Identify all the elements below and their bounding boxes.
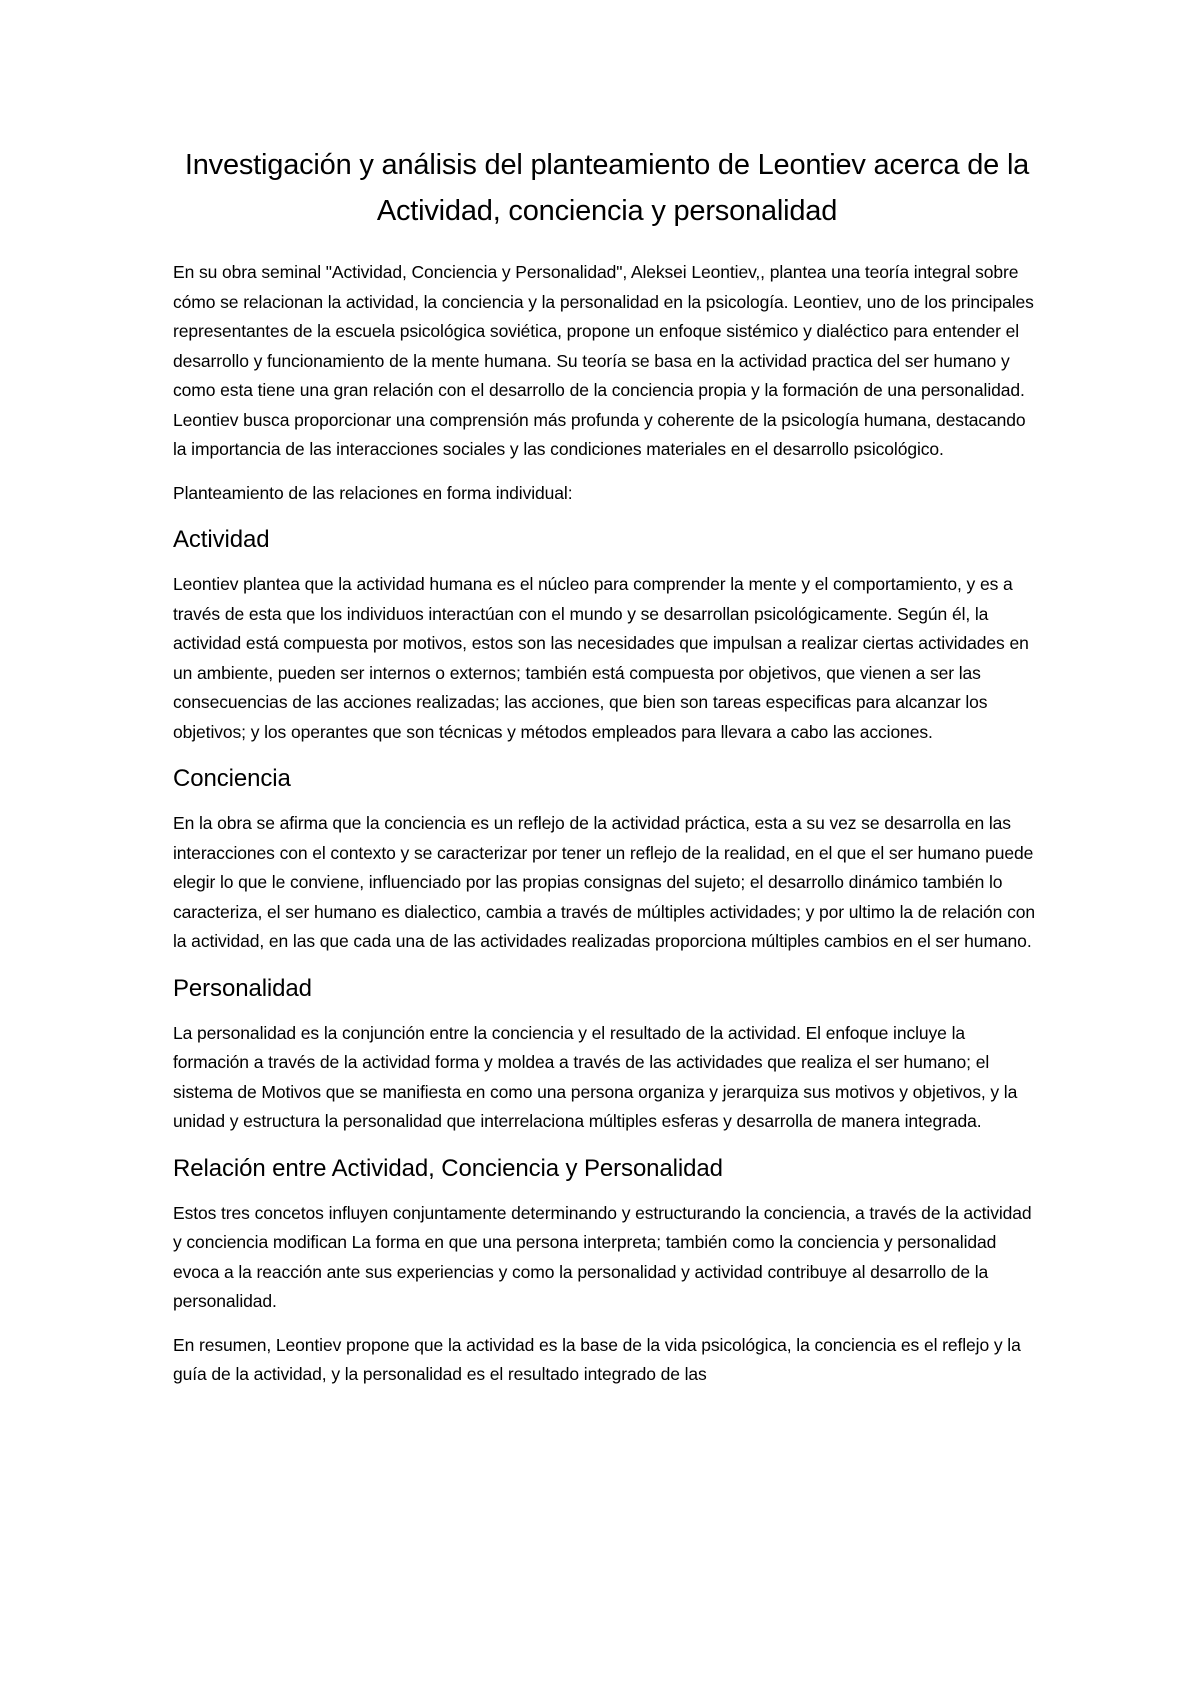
section-heading-conciencia: Conciencia	[173, 765, 291, 792]
section-paragraph-conciencia: En la obra se afirma que la conciencia es un reflejo de la actividad práctica, esta a su vez se desarrolla en las interacciones con el contexto y se caracterizar por tener un reflejo de la realidad, en el que el ser humano puede elegir lo que le conviene, influenciado por las propias consignas del sujeto; el desarrollo dinámico también lo caracteriza, el ser humano es dialectico, cambia a través de múltiples actividades; y por ultimo la de relación con la actividad, en las que cada una de las actividades realizadas proporciona múltiples cambios en el ser humano.	[173, 813, 1035, 951]
section-heading-actividad: Actividad	[173, 526, 270, 553]
section-paragraph-relacion: Estos tres concetos influyen conjuntamente determinando y estructurando la conciencia, a través de la actividad y conciencia modifican La forma en que una persona interpreta; también como la conciencia y personalidad evoca a la reacción ante sus experiencias y como la personalidad y actividad contribuye al desarrollo de la personalidad.	[173, 1202, 1032, 1311]
intro-paragraph: En su obra seminal "Actividad, Conciencia y Personalidad", Aleksei Leontiev,, plantea una teoría integral sobre cómo se relacionan la actividad, la conciencia y la personalidad en la psicología. Leontiev, uno de los principales representantes de la escuela psicológica soviética, propone un enfoque sistémico y dialéctico para entender el desarrollo y funcionamiento de la mente humana. Su teoría se basa en la actividad practica del ser humano y como esta tiene una gran relación con el desarrollo de la conciencia propia y la formación de una personalidad. Leontiev busca proporcionar una comprensión más profunda y coherente de la psicología humana, destacando la importancia de las interacciones sociales y las condiciones materiales en el desarrollo psicológico.	[173, 262, 1034, 459]
section-paragraph-actividad: Leontiev plantea que la actividad humana es el núcleo para comprender la mente y el comportamiento, y es a través de esta que los individuos interactúan con el mundo y se desarrollan psicológicamente. Según él, la actividad está compuesta por motivos, estos son las necesidades que impulsan a realizar ciertas actividades en un ambiente, pueden ser internos o externos; también está compuesta por objetivos, que vienen a ser las consecuencias de las acciones realizadas; las acciones, que bien son tareas especificas para alcanzar los objetivos; y los operantes que son técnicas y métodos empleados para llevara a cabo las acciones.	[173, 574, 1029, 742]
section-heading-personalidad: Personalidad	[173, 974, 312, 1002]
summary-paragraph: En resumen, Leontiev propone que la actividad es la base de la vida psicológica, la conciencia es el reflejo y la guía de la actividad, y la personalidad es el resultado integrado de las	[173, 1334, 1021, 1384]
lead-paragraph: Planteamiento de las relaciones en forma individual:	[173, 482, 573, 503]
document-body	[173, 142, 1041, 1404]
section-heading-relacion: Relación entre Actividad, Conciencia y Personalidad	[173, 1154, 723, 1182]
section-paragraph-personalidad: La personalidad es la conjunción entre la conciencia y el resultado de la actividad. El enfoque incluye la formación a través de la actividad forma y moldea a través de las actividades que realiza el ser humano; el sistema de Motivos que se manifiesta en como una persona organiza y jerarquiza sus motivos y objetivos, y la unidad y estructura la personalidad que interrelaciona múltiples esferas y desarrolla de manera integrada.	[173, 1022, 1018, 1131]
document-title: Investigación y análisis del planteamiento de Leontiev acerca de la Actividad, conciencia y personalidad	[184, 149, 1030, 227]
